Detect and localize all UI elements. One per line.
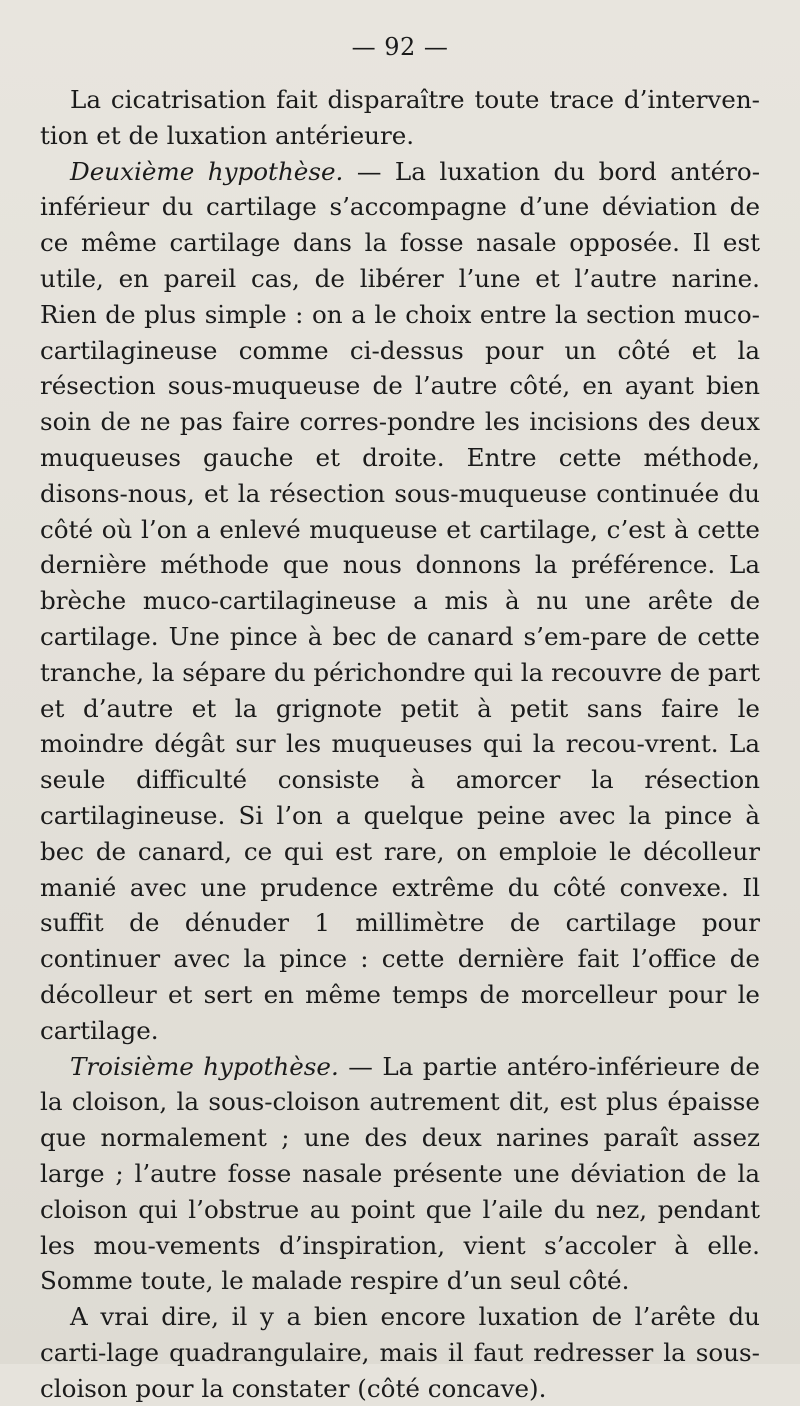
paragraph-body: La cicatrisation fait disparaître toute trace d’interven-tion et de luxation antérieure. — [40, 85, 760, 150]
paragraph-heading: Deuxième hypothèse. — [70, 156, 344, 186]
paragraph-body: — La partie antéro-inférieure de la cloison, la sous-cloison autrement dit, est plus épaisse que normalement ; une des deux narines paraît assez large ; l’autre fosse nasale présente une déviation de la cloison qui l’obstrue au point que l’aile du nez, pendant les mou-vements d’inspiration, vient s’accoler à elle. Somme toute, le malade respire d’un seul côté. — [40, 1051, 760, 1296]
body-text — [40, 82, 760, 1406]
paragraph-body: A vrai dire, il y a bien encore luxation de l’arête du carti-lage quadrangulaire, mais il faut redresser la sous-cloison pour la constater (côté concave). — [40, 1302, 760, 1403]
paragraph-heading: Troisième hypothèse. — [70, 1051, 339, 1081]
paragraph-4 — [40, 1299, 760, 1406]
paragraph-body: — La luxation du bord antéro-inférieur du cartilage s’accompagne d’une déviation de ce même cartilage dans la fosse nasale opposée. Il est utile, en pareil cas, de libérer l’une et l’autre narine. Rien de plus simple : on a le choix entre la section muco-cartilagineuse comme ci-dessus pour un côté et la résection sous-muqueuse de l’autre côté, en ayant bien soin de ne pas faire corres-pondre les incisions des deux muqueuses gauche et droite. Entre cette méthode, disons-nous, et la résection sous-muqueuse continuée du côté où l’on a enlevé muqueuse et cartilage, c’est à cette dernière méthode que nous donnons la préférence. La brèche muco-cartilagineuse a mis à nu une arête de cartilage. Une pince à bec de canard s’em-pare de cette tranche, la sépare du périchondre qui la recouvre de part et d’autre et la grignote petit à petit sans faire le moindre dégât sur les muqueuses qui la recou-vrent. La seule difficulté consiste à amorcer la résection cartilagineuse. Si l’on a quelque peine avec la pince à bec de canard, ce qui est rare, on emploie le décolleur manié avec une prudence extrême du côté convexe. Il suffit de dénuder 1 millimètre de cartilage pour continuer avec la pince : cette dernière fait l’office de décolleur et sert en même temps de morcelleur pour le cartilage. — [40, 156, 761, 1045]
paragraph-2 — [40, 154, 760, 1049]
page-number: — 92 — — [351, 33, 449, 61]
paragraph-3 — [40, 1049, 760, 1300]
paragraph-1 — [40, 82, 760, 154]
